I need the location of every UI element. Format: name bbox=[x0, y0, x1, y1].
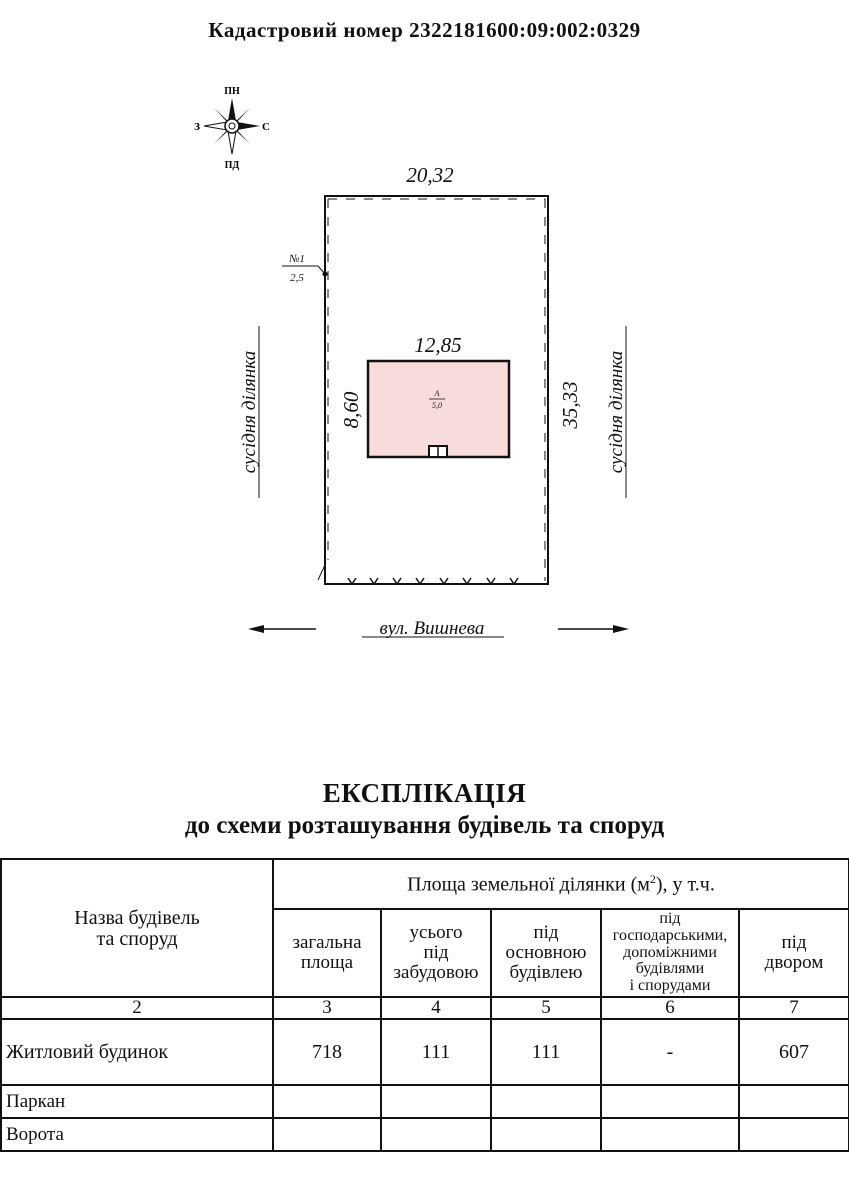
column-number: 7 bbox=[739, 997, 849, 1019]
header-auxiliary-buildings: під господарськими, допоміжними будівлями і спорудами bbox=[601, 909, 739, 997]
column-number: 4 bbox=[381, 997, 491, 1019]
column-number: 5 bbox=[491, 997, 601, 1019]
cell-main bbox=[491, 1085, 601, 1118]
cadastral-number-title: Кадастровий номер 2322181600:09:002:0329 bbox=[208, 18, 641, 42]
cell-yard: 607 bbox=[739, 1019, 849, 1085]
compass-south-label: ПД bbox=[224, 160, 240, 171]
header-built-up: усього під забудовою bbox=[381, 909, 491, 997]
cell-total bbox=[273, 1085, 381, 1118]
column-number: 2 bbox=[1, 997, 273, 1019]
cell-main: 111 bbox=[491, 1019, 601, 1085]
street-name: вул. Вишнева bbox=[379, 618, 485, 639]
cell-aux bbox=[601, 1118, 739, 1151]
header-building-name: Назва будівель та споруд bbox=[1, 859, 273, 997]
compass-north-label: ПН bbox=[224, 86, 240, 97]
building-letter: А bbox=[434, 389, 440, 398]
cell-main bbox=[491, 1118, 601, 1151]
compass-west-label: З bbox=[194, 121, 200, 133]
header-land-area: Площа земельної ділянки $(м^2)$, у т.ч. bbox=[273, 859, 849, 909]
table-row bbox=[1, 1085, 849, 1118]
point-value-label: 2,5 bbox=[290, 272, 304, 284]
header-main-building: під основною будівлею bbox=[491, 909, 601, 997]
explication-table bbox=[0, 858, 849, 1152]
gate-entry-line bbox=[318, 565, 325, 580]
compass-icon bbox=[204, 98, 260, 154]
cell-yard bbox=[739, 1118, 849, 1151]
top-dimension: 20,32 bbox=[406, 163, 454, 187]
cell-aux bbox=[601, 1085, 739, 1118]
header-total-area: загальна площа bbox=[273, 909, 381, 997]
cell-aux: - bbox=[601, 1019, 739, 1085]
row-name: Паркан bbox=[1, 1085, 273, 1118]
building-height: 5,0 bbox=[432, 401, 442, 410]
cell-yard bbox=[739, 1085, 849, 1118]
right-neighbor-label: сусідня ділянка bbox=[606, 350, 627, 474]
cell-total bbox=[273, 1118, 381, 1151]
building-width-dimension: 12,85 bbox=[414, 333, 462, 357]
column-numbers-row bbox=[1, 997, 849, 1019]
cell-built bbox=[381, 1118, 491, 1151]
left-neighbor-label: сусідня ділянка bbox=[239, 350, 260, 474]
explication-subtitle: до схеми розташування будівель та споруд bbox=[184, 812, 665, 839]
cell-built: 111 bbox=[381, 1019, 491, 1085]
right-dimension: 35,33 bbox=[558, 381, 582, 429]
table-row bbox=[1, 1019, 849, 1085]
compass-east-label: С bbox=[262, 121, 270, 133]
row-name: Ворота bbox=[1, 1118, 273, 1151]
point-number-label: №1 bbox=[289, 253, 305, 265]
explication-title: ЕКСПЛІКАЦІЯ bbox=[322, 778, 527, 808]
column-number: 6 bbox=[601, 997, 739, 1019]
building-depth-dimension: 8,60 bbox=[339, 391, 363, 429]
column-number: 3 bbox=[273, 997, 381, 1019]
cell-built bbox=[381, 1085, 491, 1118]
cell-total: 718 bbox=[273, 1019, 381, 1085]
header-yard: під двором bbox=[739, 909, 849, 997]
row-name: Житловий будинок bbox=[1, 1019, 273, 1085]
table-row bbox=[1, 1118, 849, 1151]
